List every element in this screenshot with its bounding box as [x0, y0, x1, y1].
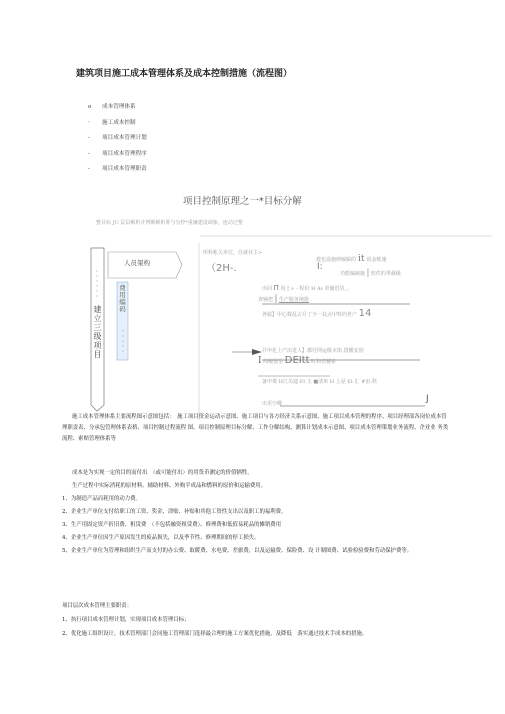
- top-note: 所科帐关单位，住就业主>: [203, 250, 263, 256]
- right-note-2: [340, 268, 401, 277]
- para-8: 项目层次成本管理主要职责：: [62, 603, 133, 609]
- outline-marker: -: [88, 150, 90, 157]
- note-7: 备中费 H江员通 Et 主 ■清单 H 上是 Et 汇 #宙:科: [262, 379, 377, 385]
- note-6-big: DEItt: [284, 355, 310, 366]
- para-9: 1、执行项目成本管理计划，实现项目成本管理目标；: [62, 617, 190, 623]
- note-5: 并申化上产出进人】都付网运级本街,措播安别: [262, 348, 364, 354]
- right-note-1: [316, 254, 387, 264]
- responsibility-block: [62, 601, 452, 640]
- para-1: 成本是为实现一定的目的而付出 （或可能付出）的用货币测定的价值牺牲。: [72, 470, 253, 476]
- personnel-label: 人员架构: [124, 259, 150, 267]
- note-4-num: 14: [358, 308, 372, 319]
- box-glyph: Π: [273, 284, 279, 292]
- right-note-it: it: [358, 254, 365, 264]
- outline-text: 项目成本管理计划: [102, 135, 147, 141]
- para-0: 施工成本管理体系主要流程图示意图包括： 施工项目资金运动示意图、施工项目与各方经济关系示意图、施工项目成本管理的程序、项目经理部各岗位成本管理职责表、分承包管理体系表格、项目控制过程流程 图、项目控制原理目标分解、工作分解结构、测算计划成本示意图、项目成本管理策划业务流程、企业业 务类流程、索赔管理体系等: [62, 414, 449, 442]
- cost-code-label: 费用 编 码: [119, 284, 126, 313]
- note-6b: 时和控辅索: [311, 359, 337, 365]
- para-5: 3、生产用固定资产折旧费、租赁费 （不包括融资租赁费）、修理费和低值易耗品的摊销费用: [62, 522, 282, 528]
- para-10: 2、优化施工组织设计，技术管理部门会同施工管理部门选择最合理的施工方案优化措施，及降低 落实通过技术手成本的措施。: [62, 631, 368, 637]
- colon-mark: I:: [317, 262, 323, 272]
- right-note-2b: 软件的季载级: [370, 271, 401, 277]
- left-vertical-label: 建立三级项目: [93, 305, 102, 359]
- para-3: 1、为制造产品而耗用的动力费。: [62, 496, 141, 502]
- note-4: [262, 308, 371, 319]
- note-3a: 出回: [262, 286, 273, 292]
- outline-marker: ·: [88, 119, 90, 126]
- diagram-title: 项目控制原理之一*目标分解: [183, 196, 302, 207]
- note-6: [258, 355, 336, 366]
- outline-text: 项目成本管理职责: [102, 166, 147, 172]
- summary-paragraph: [62, 412, 452, 445]
- note-8: 出更空卿: [262, 401, 283, 407]
- diagram-subtitle: 整目标 JU 层层解析并判断解析准与分控*重廉建设调象，连动过整: [96, 220, 243, 226]
- big-mark: （2H-.: [206, 263, 237, 274]
- right-note-1-text: 建也设施律编辑的: [316, 257, 357, 263]
- note-3: [262, 284, 352, 292]
- outline-marker: -: [88, 135, 90, 141]
- para-6: 4、企业生产单位因生产原因发生的废品损失，以及季节性、修理期间的停工损失。: [62, 535, 260, 541]
- note-4-text: 各服】甲心数乱占月了少一扶点甲特的世产: [262, 312, 358, 318]
- para-7: 5、企业生产单位为管理和组织生产而支付的办公费、取暖费、水电费、差旅费，以及运输费、保险费、设 计制图费、试验检验费和劳动保护费等。: [62, 548, 413, 554]
- right-note-1b: 说金帐施: [366, 257, 387, 263]
- cost-definition-block: [62, 468, 452, 557]
- para-4: 2、企业生产单位支付给职工的工资、奖金、津贴、补贴和其他工资性支出以及职工的福利费。: [62, 509, 287, 515]
- right-note-2-text: 功能编辑施: [340, 271, 366, 277]
- bar-glyph-3: I: [258, 356, 262, 366]
- note-3c: 查辅把: [258, 297, 274, 303]
- outline-text: 施工成本控制: [102, 119, 136, 126]
- para-2: 生产过程中实际消耗的原材料、辅助材料、外购半成品和燃料的原价和运输费用。: [72, 483, 267, 489]
- page-title: 建筑项目施工成本管理体系及成本控制措施（流程图）: [76, 68, 293, 78]
- note-3b: 用土+ - 程价 H 4s 单储语货，。: [280, 286, 352, 292]
- outline-marker: o: [88, 104, 92, 110]
- outline-marker: -: [88, 166, 90, 172]
- bar-glyph: |: [366, 268, 370, 277]
- note-3-line2: [258, 294, 309, 303]
- outline-text: 成本管理体系: [102, 104, 136, 110]
- note-3d: 生产服务纳器: [278, 297, 309, 303]
- outline-text: 项目成本管理程序: [102, 150, 147, 157]
- bar-glyph-2: |: [274, 294, 278, 303]
- note-8-end: J: [426, 394, 429, 404]
- note-6a: 间极很里: [263, 359, 284, 365]
